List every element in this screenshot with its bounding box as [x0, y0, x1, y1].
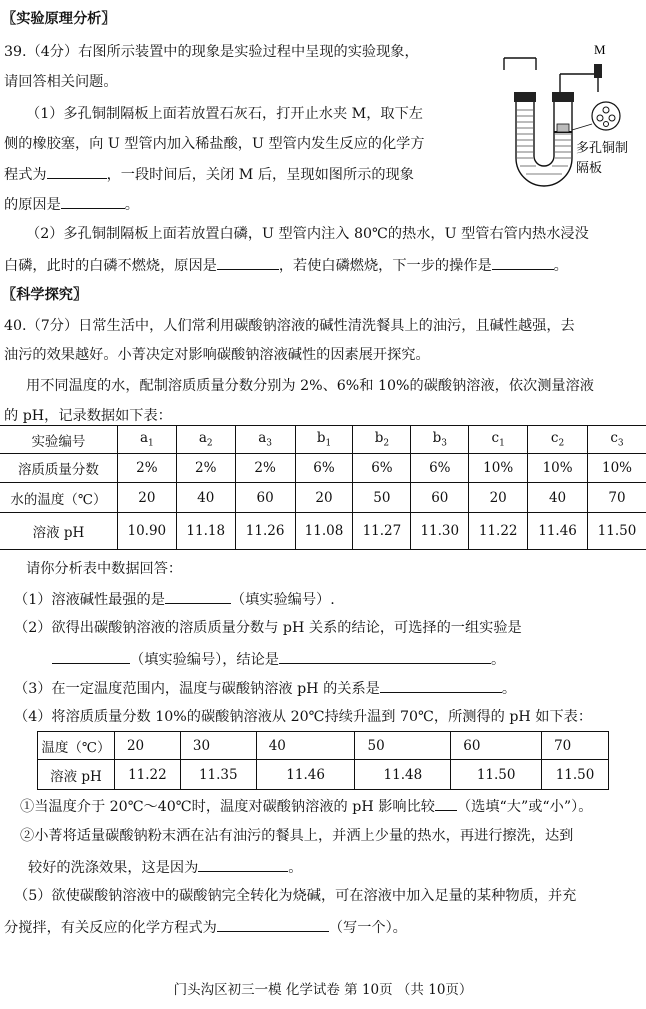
q39-part1-line-a: （1）多孔铜制隔板上面若放置石灰石，打开止水夹 M，取下左: [26, 106, 423, 122]
data-cell: 50: [355, 732, 451, 760]
plate-hole: [603, 107, 609, 113]
answer-blank-reaction-equation[interactable]: [217, 916, 329, 932]
u-tube-apparatus-figure: [496, 40, 646, 200]
experiment-id-cell: [411, 426, 469, 454]
q40-sub4: （4）将溶质质量分数 10%的碳酸钠溶液从 20℃持续升温到 70℃，所测得的 pH 如下表：: [14, 709, 593, 725]
experiment-id-letter: b: [316, 430, 326, 447]
data-cell: 10.90: [117, 513, 176, 550]
data-cell: 40: [528, 483, 588, 513]
q39-part1-line-d: [4, 193, 139, 215]
q39-part2-line-b: [4, 254, 568, 276]
q39-line-1: 39.（4分）右图所示装置中的现象是实验过程中呈现的实验现象，: [4, 44, 419, 60]
data-cell: 11.50: [451, 760, 542, 790]
data-cell: 20: [117, 483, 176, 513]
q40-sub2-line-b: [52, 648, 505, 670]
plate-hole: [597, 115, 603, 121]
q40-sub2-line-a: （2）欲得出碳酸钠溶液的溶质质量分数与 pH 关系的结论，可选择的一组实验是: [14, 620, 522, 636]
section-title-inquiry: 〖科学探究〗: [2, 287, 88, 303]
data-cell: 40: [176, 483, 235, 513]
q40-sub4-item1: [20, 795, 592, 817]
q40-sub5-line-a: （5）欲使碳酸钠溶液中的碳酸钠完全转化为烧碱，可在溶液中加入足量的某种物质，并充: [14, 888, 577, 904]
data-cell: 20: [469, 483, 528, 513]
experiment-id-cell: [353, 426, 411, 454]
row-header: 溶液 pH: [38, 760, 115, 790]
experiment-id-cell: [176, 426, 235, 454]
data-cell: 11.27: [353, 513, 411, 550]
water-clamp-m: [594, 64, 602, 78]
table-row-ph: [0, 513, 646, 550]
q40-line-1: 40.（7分）日常生活中，人们常利用碳酸钠溶液的碱性清洗餐具上的油污，且碱性越强，去: [4, 318, 575, 334]
q40-text: （1）溶液碱性最强的是: [14, 592, 165, 608]
q40-sub5-line-b: [4, 916, 407, 938]
answer-blank-wash-reason[interactable]: [198, 856, 288, 872]
q40-text: （写一个）。: [328, 920, 407, 936]
data-cell: 11.46: [256, 760, 355, 790]
q40-text: （选填“大”或“小”）。: [456, 799, 593, 815]
experiment-id-subscript: 1: [148, 438, 154, 449]
q40-text: ①当温度介于 20℃～40℃时，温度对碳酸钠溶液的 pH 影响比较: [20, 799, 435, 815]
q39-line-2: 请回答相关问题。: [4, 74, 118, 90]
table-row-fraction: [0, 454, 646, 483]
experiment-id-letter: a: [139, 430, 148, 447]
q40-sub4-item2-line-a: ②小菁将适量碳酸钠粉末洒在沾有油污的餐具上，并洒上少量的热水，再进行擦洗，达到: [20, 828, 574, 844]
data-cell: 11.50: [588, 513, 646, 550]
table-row-id: [0, 426, 646, 454]
q40-text: 分搅拌，有关反应的化学方程式为: [4, 920, 217, 936]
data-cell: 2%: [176, 454, 235, 483]
q39-text: ，若使白磷燃烧，下一步的操作是: [278, 258, 492, 274]
q40-sub3: [14, 677, 516, 699]
experiment-id-cell: [295, 426, 353, 454]
data-cell: 2%: [117, 454, 176, 483]
data-cell: 11.35: [180, 760, 256, 790]
q40-ask: 请你分析表中数据回答：: [26, 561, 183, 577]
answer-blank-next-step[interactable]: [492, 254, 554, 270]
q40-text: （填实验编号）.: [230, 592, 335, 608]
experiment-id-subscript: 3: [266, 438, 273, 449]
data-cell: 10%: [528, 454, 588, 483]
q40-text: 较好的洗涤效果，这是因为: [28, 860, 199, 876]
experiment-id-subscript: 2: [383, 438, 390, 449]
data-cell: 20: [114, 732, 180, 760]
q40-line-4: 的 pH，记录数据如下表：: [4, 408, 172, 424]
row-header: 溶质质量分数: [0, 454, 117, 483]
answer-blank-experiment-group[interactable]: [52, 648, 130, 664]
data-cell: 11.18: [176, 513, 235, 550]
data-cell: 11.30: [411, 513, 469, 550]
u-tube-outer: [516, 102, 572, 186]
experiment-id-letter: a: [258, 430, 267, 447]
solid-sample: [557, 124, 569, 132]
answer-blank-conclusion[interactable]: [279, 648, 491, 664]
plate-label-line1: 多孔铜制: [576, 141, 629, 156]
table2-row-temp: [38, 732, 609, 760]
data-cell: 60: [235, 483, 295, 513]
experiment-id-subscript: 1: [325, 438, 332, 449]
q39-part2-line-a: （2）多孔铜制隔板上面若放置白磷，U 型管内注入 80℃的热水，U 型管右管内热水浸没: [26, 226, 589, 242]
temperature-ph-table: [37, 731, 609, 790]
q40-text: 。: [288, 860, 303, 876]
plate-closeup: [592, 102, 620, 130]
q39-text: 。: [124, 197, 139, 213]
liquid-level: [517, 110, 571, 174]
ph-data-table: [0, 425, 646, 550]
q39-part1-line-b: 侧的橡胶塞，向 U 型管内加入稀盐酸，U 型管内发生反应的化学方: [4, 136, 425, 152]
data-cell: 6%: [295, 454, 353, 483]
data-cell: 10%: [469, 454, 528, 483]
data-cell: 2%: [235, 454, 295, 483]
q40-sub4-item2-line-b: [28, 856, 302, 878]
data-cell: 60: [451, 732, 542, 760]
q39-text: 白磷，此时的白磷不燃烧，原因是: [4, 258, 217, 274]
q39-text: 程式为: [4, 167, 47, 183]
clamp-label: M: [594, 42, 606, 57]
experiment-id-subscript: 3: [441, 438, 447, 449]
u-tube-inner: [534, 102, 554, 166]
data-cell: 11.50: [542, 760, 609, 790]
q39-text: 。: [553, 258, 568, 274]
page-footer: 门头沟区初三一模 化学试卷 第 10页 （共 10页）: [173, 982, 473, 998]
data-cell: 20: [295, 483, 353, 513]
leader-line: [572, 124, 592, 130]
experiment-id-subscript: 3: [617, 438, 624, 449]
experiment-id-cell: [588, 426, 646, 454]
data-cell: 10%: [588, 454, 646, 483]
q40-text: 。: [501, 681, 517, 697]
experiment-id-letter: c: [550, 430, 559, 447]
data-cell: 11.22: [469, 513, 528, 550]
experiment-id-subscript: 1: [499, 438, 505, 449]
q39-text: 的原因是: [4, 197, 61, 213]
plate-hole: [609, 115, 615, 121]
q40-sub1: [14, 588, 335, 610]
experiment-id-letter: c: [610, 430, 618, 447]
row-header: 水的温度（℃）: [0, 483, 117, 513]
q40-text: （填实验编号），结论是: [130, 652, 279, 668]
plate-label-line2: 隔板: [576, 161, 603, 176]
left-stopper: [514, 92, 536, 102]
experiment-id-subscript: 2: [558, 438, 565, 449]
row-header: 溶液 pH: [0, 513, 117, 550]
data-cell: 11.26: [235, 513, 295, 550]
data-cell: 50: [353, 483, 411, 513]
row-header: 温度（℃）: [38, 732, 115, 760]
experiment-id-cell: [117, 426, 176, 454]
experiment-id-letter: a: [198, 430, 207, 447]
data-cell: 40: [256, 732, 355, 760]
table-row-temp: [0, 483, 646, 513]
plate-hole: [604, 122, 609, 127]
data-cell: 11.22: [114, 760, 180, 790]
right-stopper: [552, 92, 574, 102]
data-cell: 11.46: [528, 513, 588, 550]
q40-line-2: 油污的效果越好。小菁决定对影响碳酸钠溶液碱性的因素展开探究。: [4, 347, 430, 363]
experiment-id-subscript: 2: [206, 438, 213, 449]
q39-text: ，一段时间后，关闭 M 后，呈现如图所示的现象: [106, 167, 414, 183]
data-cell: 6%: [353, 454, 411, 483]
q40-text: （3）在一定温度范围内，温度与碳酸钠溶液 pH 的关系是: [14, 681, 380, 697]
q40-text: 。: [490, 652, 506, 668]
experiment-id-cell: [528, 426, 588, 454]
table2-row-ph: [38, 760, 609, 790]
answer-blank-big-small[interactable]: [435, 795, 457, 811]
experiment-id-letter: b: [374, 430, 384, 447]
data-cell: 70: [588, 483, 646, 513]
answer-blank-reason[interactable]: [61, 193, 125, 209]
experiment-id-letter: c: [491, 430, 500, 447]
answer-blank-strongest[interactable]: [165, 588, 231, 604]
data-cell: 6%: [411, 454, 469, 483]
data-cell: 11.08: [295, 513, 353, 550]
section-title-principle: 〖实验原理分析〗: [2, 11, 116, 27]
answer-blank-temp-relation[interactable]: [380, 677, 502, 693]
data-cell: 11.48: [355, 760, 451, 790]
data-cell: 30: [180, 732, 256, 760]
experiment-id-letter: b: [432, 430, 442, 447]
data-cell: 70: [542, 732, 609, 760]
q39-part1-line-c: [4, 163, 414, 185]
answer-blank-equation[interactable]: [47, 163, 107, 179]
data-cell: 60: [411, 483, 469, 513]
experiment-id-cell: [469, 426, 528, 454]
experiment-id-cell: [235, 426, 295, 454]
row-header: 实验编号: [0, 426, 117, 454]
answer-blank-no-burn-reason[interactable]: [217, 254, 279, 270]
q40-line-3: 用不同温度的水，配制溶质质量分数分别为 2%、6%和 10%的碳酸钠溶液，依次测量溶液: [26, 378, 594, 394]
